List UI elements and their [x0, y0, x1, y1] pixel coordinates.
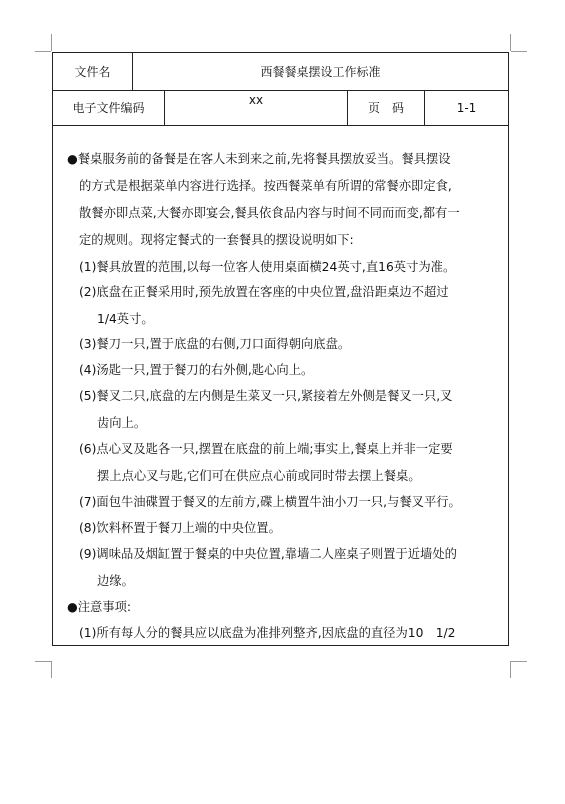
list-item-text: (6)点心叉及匙各一只,摆置在底盘的前上端;事实上,餐桌上并非一定要 — [79, 442, 453, 456]
list-item-text: (3)餐刀一只,置于底盘的右侧,刀口面得朝向底盘。 — [79, 337, 351, 351]
list-item-text: (1)餐具放置的范围,以每一位客人使用桌面横24英寸,直16英寸为准。 — [79, 260, 456, 274]
crop-mark-top-left-h — [35, 51, 51, 52]
list-item-text: (4)汤匙一只,置于餐刀的右外侧,匙心向上。 — [79, 363, 314, 377]
list-item-continuation: 齿向上。 — [97, 416, 147, 430]
document-title: 西餐餐桌摆设工作标准 — [260, 65, 381, 79]
list-item-continuation: 摆上点心叉与匙,它们可在供应点心前或同时带去摆上餐桌。 — [97, 469, 421, 483]
doc-number-label: 电子文件编码 — [53, 90, 165, 125]
intro-line-4: 定的规则。现将定餐式的一套餐具的摆设说明如下: — [79, 233, 354, 247]
notes-heading: ●注意事项: — [67, 600, 132, 614]
list-item — [79, 383, 499, 437]
intro-line-3: 散餐亦即点菜,大餐亦即宴会,餐具依食品内容与时间不同而而变,都有一 — [79, 206, 460, 220]
list-item-text: (2)底盘在正餐采用时,预先放置在客座的中央位置,盘沿距桌边不超过 — [79, 285, 449, 299]
crop-mark-top-right-h — [511, 51, 527, 52]
doc-number-value: xx — [165, 90, 348, 125]
intro-line-1: ●餐桌服务前的备餐是在客人未到来之前,先将餐具摆放妥当。餐具摆设 — [67, 152, 451, 166]
notes-line: (1)所有每人分的餐具应以底盘为准排列整齐,因底盘的直径为10 1/2 — [79, 626, 456, 640]
list-item — [79, 436, 499, 490]
crop-mark-bottom-left-h — [35, 661, 51, 662]
file-name-label: 文件名 — [53, 53, 133, 90]
crop-mark-top-left-v — [51, 34, 52, 51]
list-item — [79, 489, 499, 516]
list-item-text: (7)面包牛油碟置于餐叉的左前方,碟上横置牛油小刀一只,与餐叉平行。 — [79, 495, 461, 509]
document-body — [53, 125, 508, 645]
intro-line-2: 的方式是根据菜单内容进行选择。按西餐菜单有所谓的常餐亦即定食, — [79, 179, 452, 193]
crop-mark-bottom-right-v — [510, 661, 511, 678]
crop-mark-bottom-left-v — [51, 661, 52, 678]
document-table — [52, 52, 509, 646]
header-row-title — [53, 53, 508, 91]
list-item — [79, 331, 499, 358]
list-item — [79, 515, 499, 542]
list-item — [79, 541, 499, 595]
list-item-continuation: 1/4英寸。 — [97, 312, 154, 326]
crop-mark-top-right-v — [510, 34, 511, 51]
list-item — [79, 254, 499, 281]
page-value: 1-1 — [456, 100, 477, 115]
crop-mark-bottom-right-h — [511, 661, 527, 662]
list-item-text: (5)餐叉二只,底盘的左内侧是生菜叉一只,紧接着左外侧是餐叉一只,叉 — [79, 389, 453, 403]
header-row-meta — [53, 90, 508, 126]
list-item-text: (9)调味品及烟缸置于餐桌的中央位置,靠墙二人座桌子则置于近墙处的 — [79, 547, 457, 561]
page-label: 页 码 — [348, 90, 425, 125]
list-item-continuation: 边缘。 — [97, 574, 134, 588]
list-item-text: (8)饮料杯置于餐刀上端的中央位置。 — [79, 521, 281, 535]
list-item — [79, 357, 499, 384]
list-item — [79, 279, 499, 333]
